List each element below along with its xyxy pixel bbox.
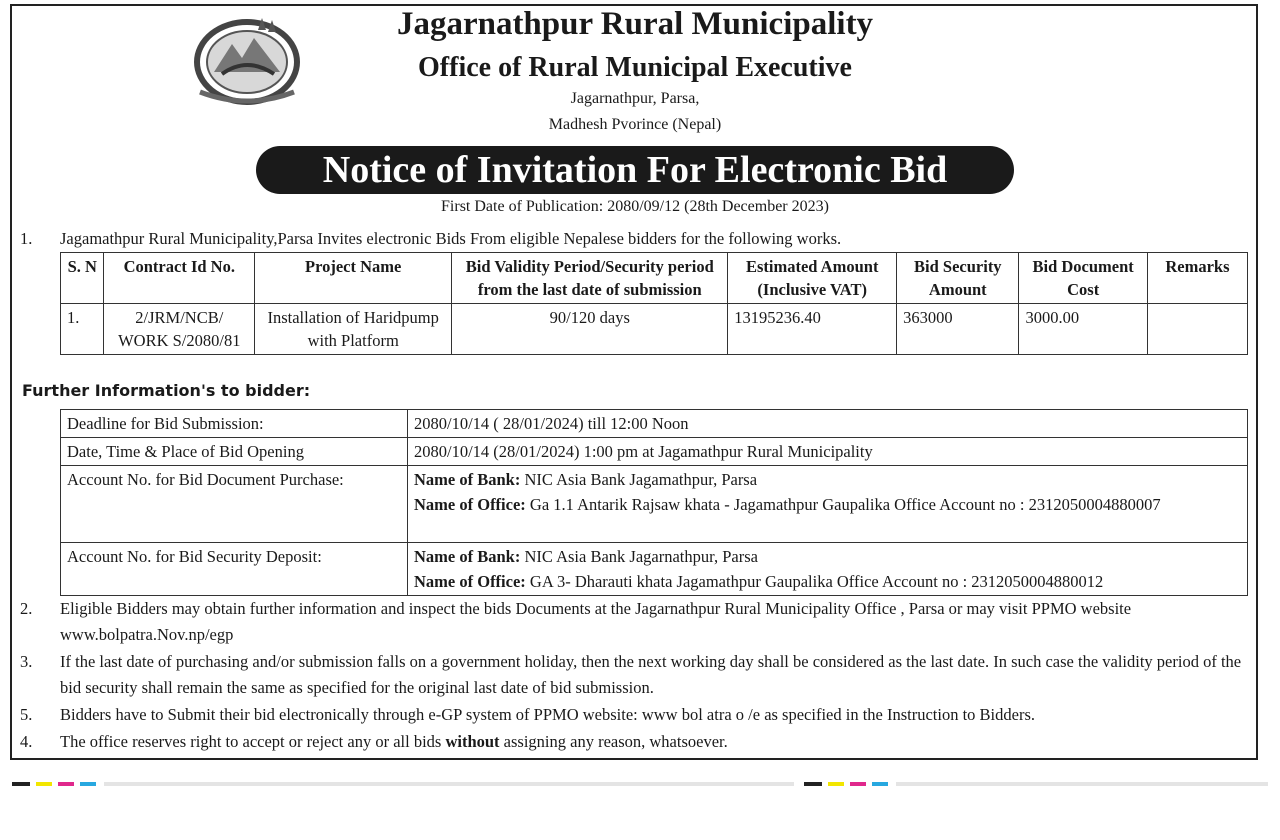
opening-value: 2080/10/14 (28/01/2024) 1:00 pm at Jagamathpur Rural Municipality xyxy=(408,438,1248,466)
cell-remarks xyxy=(1147,304,1247,355)
deposit-label: Account No. for Bid Security Deposit: xyxy=(61,543,408,596)
paragraph-number: 4. xyxy=(20,732,33,751)
table-row xyxy=(61,304,1248,355)
purchase-label: Account No. for Bid Document Purchase: xyxy=(61,466,408,543)
cell-bid-validity: 90/120 days xyxy=(452,304,728,355)
table-row xyxy=(61,543,1248,596)
cell-project-name: Installation of Haridpump with Platform xyxy=(255,304,452,355)
cell-bid-document-cost: 3000.00 xyxy=(1019,304,1147,355)
notice-title: Notice of Invitation For Electronic Bid xyxy=(256,146,1014,194)
paragraph-number: 3. xyxy=(20,652,33,671)
col-contract-id: Contract Id No. xyxy=(104,253,255,304)
paragraph-number: 2. xyxy=(20,599,33,618)
cell-contract-id: 2/JRM/NCB/ WORK S/2080/81 xyxy=(104,304,255,355)
paragraph-text: If the last date of purchasing and/or submission falls on a government holiday, then the next working day shall be considered as the last date. In such case the validity period of the bid security shall remain the same as specified for the original last date of bid submission. xyxy=(60,652,1242,697)
deadline-label: Deadline for Bid Submission: xyxy=(61,410,408,438)
office-key: Name of Office: xyxy=(414,495,526,514)
paragraph-text: Eligible Bidders may obtain further information and inspect the bids Documents at the Jagarnathpur Rural Municipality Office , Parsa or may visit PPMO website www.bolpatra.Nov.np/egp xyxy=(60,599,1132,644)
address-line-1: Jagarnathpur, Parsa, xyxy=(570,90,700,107)
paragraph-number: 5. xyxy=(20,705,33,724)
col-bid-security: Bid Security Amount xyxy=(897,253,1019,304)
cell-estimated-amount: 13195236.40 xyxy=(728,304,897,355)
deadline-value: 2080/10/14 ( 28/01/2024) till 12:00 Noon xyxy=(408,410,1248,438)
paragraph-text: Jagamathpur Rural Municipality,Parsa Invites electronic Bids From eligible Nepalese bidders for the following works. xyxy=(60,229,842,248)
bank-key: Name of Bank: xyxy=(414,470,521,489)
paragraph-text: Bidders have to Submit their bid electronically through e-GP system of PPMO website: www bol atra o /e as specified in the Instruction to Bidders. xyxy=(60,705,1036,724)
bank-value: NIC Asia Bank Jagamathpur, Parsa xyxy=(524,470,758,489)
opening-label: Date, Time & Place of Bid Opening xyxy=(61,438,408,466)
org-name: Jagarnathpur Rural Municipality xyxy=(396,6,874,42)
paragraph-text xyxy=(60,729,1250,755)
purchase-value xyxy=(408,466,1248,543)
deposit-value xyxy=(408,543,1248,596)
bank-value: NIC Asia Bank Jagarnathpur, Parsa xyxy=(524,547,758,566)
info-table xyxy=(60,409,1248,596)
point-4 xyxy=(20,729,1250,755)
text-after: assigning any reason, whatsoever. xyxy=(503,732,728,751)
table-row xyxy=(61,466,1248,543)
point-3 xyxy=(20,649,1250,701)
table-row xyxy=(61,438,1248,466)
table-row xyxy=(61,410,1248,438)
office-value: Ga 1.1 Antarik Rajsaw khata - Jagamathpur Gaupalika Office Account no : 2312050004880007 xyxy=(529,495,1161,514)
col-remarks: Remarks xyxy=(1147,253,1247,304)
paragraph-number: 1. xyxy=(20,229,33,248)
text-bold: without xyxy=(445,732,500,751)
cell-sn: 1. xyxy=(61,304,104,355)
text-before: The office reserves right to accept or reject any or all bids xyxy=(60,732,442,751)
bank-key: Name of Bank: xyxy=(414,547,521,566)
intro-paragraph xyxy=(20,226,1250,252)
publication-date: First Date of Publication: 2080/09/12 (28th December 2023) xyxy=(441,198,829,215)
bid-table-header xyxy=(61,253,1248,304)
further-info-heading: Further Information's to bidder: xyxy=(22,381,311,400)
office-name: Office of Rural Municipal Executive xyxy=(418,52,852,83)
cell-bid-security: 363000 xyxy=(897,304,1019,355)
point-5 xyxy=(20,702,1250,728)
address-line-2: Madhesh Pvorince (Nepal) xyxy=(548,116,722,133)
bid-table xyxy=(60,252,1248,355)
office-value: GA 3- Dharauti khata Jagamathpur Gaupalika Office Account no : 2312050004880012 xyxy=(529,572,1104,591)
col-project-name: Project Name xyxy=(255,253,452,304)
col-estimated-amount: Estimated Amount (Inclusive VAT) xyxy=(728,253,897,304)
point-2 xyxy=(20,596,1250,648)
col-bid-validity: Bid Validity Period/Security period from the last date of submission xyxy=(452,253,728,304)
col-sn: S. N xyxy=(61,253,104,304)
col-bid-document-cost: Bid Document Cost xyxy=(1019,253,1147,304)
office-key: Name of Office: xyxy=(414,572,526,591)
